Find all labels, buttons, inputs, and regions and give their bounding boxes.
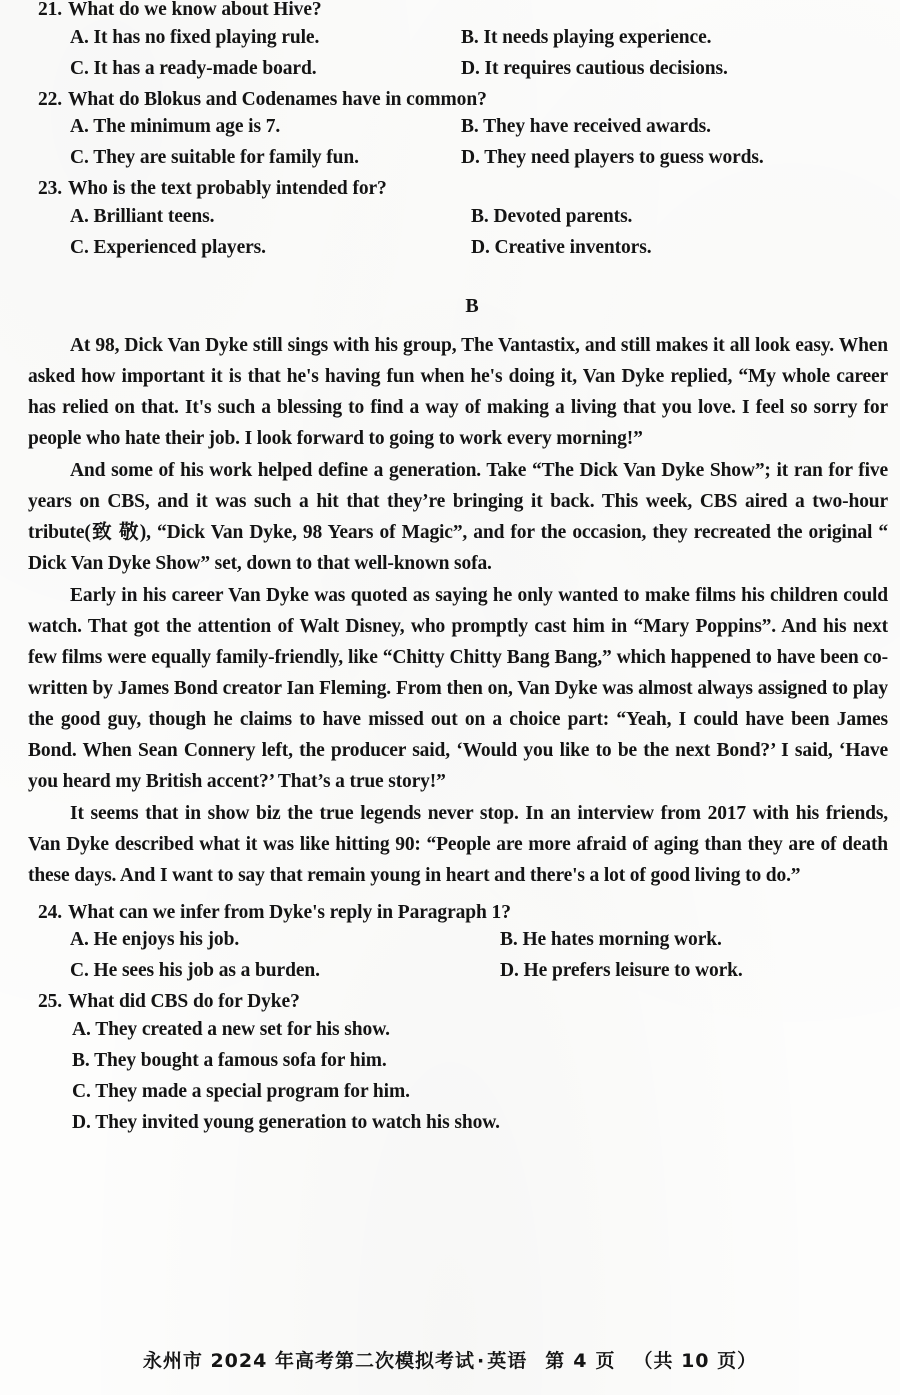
option-row-23-ab <box>28 207 888 238</box>
option-text-b: They bought a famous sofa for him. <box>94 1049 387 1071</box>
option-23-d[interactable] <box>471 238 652 258</box>
option-label-d: D. <box>471 236 490 258</box>
section-letter-b: B <box>465 294 479 317</box>
option-label-c: C. <box>72 1080 91 1102</box>
option-text-a: It has no fixed playing rule. <box>93 26 320 48</box>
question-text-25: What did CBS do for Dyke? <box>68 991 300 1012</box>
question-stem-23 <box>38 179 888 199</box>
question-text-22: What do Blokus and Codenames have in common? <box>68 88 487 110</box>
option-25-d[interactable] <box>72 1113 888 1144</box>
footer-page-number: 4 <box>573 1350 588 1372</box>
option-label-a: A. <box>70 205 89 227</box>
option-row-22-cd <box>28 148 888 179</box>
option-text-c: Experienced players. <box>93 236 266 258</box>
passage-paragraph-3: Early in his career Van Dyke was quoted as saying he only wanted to make films his children could watch. That got the attention of Walt Disney, who promptly cast him in “Mary Poppins”. And his next few films were equally family-friendly, like “Chitty Chitty Bang Bang,” which happened to have been co-written by James Bond creator Ian Fleming. From then on, Van Dyke was almost always assigned to play the good guy, though he claims to have missed out on a choice part: “Yeah, I could have been James Bond. When Sean Connery left, the producer said, ‘Would you like to be the next Bond?’ I said, ‘Have you heard my British accent?’ That’s a true story!” <box>28 584 888 792</box>
option-label-b: B. <box>471 205 489 227</box>
option-label-b: B. <box>461 26 479 48</box>
option-row-21-cd <box>28 59 888 90</box>
option-label-b: B. <box>461 116 479 137</box>
footer-page-unit: 页 <box>595 1350 616 1372</box>
option-label-c: C. <box>70 236 89 258</box>
passage-paragraph-4: It seems that in show biz the true legends never stop. In an interview from 2017 with his friends, Van Dyke described what it was like hitting 90: “People are more afraid of aging than they are of death these days. And I want to say that remain young in heart and there's a lot of good living to do.” <box>28 802 888 886</box>
page-content <box>28 0 888 1144</box>
option-label-c: C. <box>70 57 89 79</box>
footer-total-pages: （共 10 页） <box>633 1350 758 1372</box>
option-25-a[interactable] <box>72 1020 888 1051</box>
question-stem-24 <box>38 903 888 923</box>
option-label-d: D. <box>461 57 480 79</box>
option-label-a: A. <box>70 929 89 950</box>
option-24-d[interactable] <box>500 961 743 981</box>
question-text-23: Who is the text probably intended for? <box>68 178 387 199</box>
option-text-b: They have received awards. <box>483 116 711 137</box>
option-row-23-cd <box>28 238 888 269</box>
option-21-a[interactable] <box>70 28 319 48</box>
footer-exam-title: 永州市 2024 年高考第二次模拟考试 <box>142 1350 475 1372</box>
footer-page-prefix: 第 <box>545 1350 566 1372</box>
option-text-b: It needs playing experience. <box>483 26 712 48</box>
option-label-a: A. <box>70 116 89 137</box>
option-text-d: Creative inventors. <box>494 236 652 258</box>
option-23-c[interactable] <box>70 238 266 258</box>
page-footer <box>0 1346 900 1373</box>
option-text-b: He hates morning work. <box>522 929 722 950</box>
option-stack-25 <box>72 1020 888 1144</box>
option-text-a: They created a new set for his show. <box>95 1018 390 1040</box>
footer-subject: 英语 <box>487 1350 528 1372</box>
option-24-b[interactable] <box>500 930 722 950</box>
option-row-21-ab <box>28 28 888 59</box>
option-label-d: D. <box>500 960 519 981</box>
option-label-a: A. <box>72 1018 91 1040</box>
option-text-d: He prefers leisure to work. <box>523 960 743 981</box>
footer-separator: · <box>476 1350 486 1372</box>
option-23-a[interactable] <box>70 207 214 227</box>
option-text-b: Devoted parents. <box>493 205 633 227</box>
option-text-a: He enjoys his job. <box>93 929 240 950</box>
option-text-c: They made a special program for him. <box>95 1080 410 1102</box>
option-22-c[interactable] <box>70 148 359 168</box>
option-22-b[interactable] <box>461 117 711 137</box>
option-text-d: They invited young generation to watch his show. <box>95 1111 500 1133</box>
option-label-d: D. <box>461 147 480 168</box>
passage-paragraph-2: And some of his work helped define a generation. Take “The Dick Van Dyke Show”; it ran for five years on CBS, and it was such a hit that they’re bringing it back. This week, CBS aired a two-hour tribute(致 敬), “Dick Van Dyke, 98 Years of Magic”, and for the occasion, they recreated the original “ Dick Van Dyke Show” set, down to that well-known sofa. <box>28 459 888 574</box>
option-text-c: He sees his job as a burden. <box>93 960 320 981</box>
option-text-c: It has a ready-made board. <box>93 57 317 79</box>
question-number-25: 25. <box>38 991 63 1012</box>
question-text-21: What do we know about Hive? <box>68 0 322 20</box>
question-stem-22 <box>38 90 888 110</box>
option-22-d[interactable] <box>461 148 764 168</box>
question-stem-25 <box>38 992 888 1012</box>
option-21-d[interactable] <box>461 59 728 79</box>
option-row-24-ab <box>28 930 888 961</box>
option-label-a: A. <box>70 26 89 48</box>
option-label-c: C. <box>70 147 89 168</box>
option-22-a[interactable] <box>70 117 280 137</box>
question-number-22: 22. <box>38 88 63 110</box>
question-number-24: 24. <box>38 901 63 923</box>
option-21-b[interactable] <box>461 28 711 48</box>
option-label-d: D. <box>72 1111 91 1133</box>
option-21-c[interactable] <box>70 59 316 79</box>
option-text-c: They are suitable for family fun. <box>93 147 359 168</box>
option-23-b[interactable] <box>471 207 632 227</box>
question-text-24: What can we infer from Dyke's reply in Paragraph 1? <box>68 901 511 923</box>
option-text-a: Brilliant teens. <box>93 205 215 227</box>
option-row-24-cd <box>28 961 888 992</box>
option-25-b[interactable] <box>72 1051 888 1082</box>
option-label-c: C. <box>70 960 89 981</box>
option-label-b: B. <box>500 929 518 950</box>
question-stem-21 <box>38 0 888 20</box>
option-text-d: It requires cautious decisions. <box>484 57 728 79</box>
option-text-d: They need players to guess words. <box>484 147 764 168</box>
option-text-a: The minimum age is 7. <box>93 116 281 137</box>
question-number-21: 21. <box>38 0 63 20</box>
option-24-a[interactable] <box>70 930 239 950</box>
option-24-c[interactable] <box>70 961 320 981</box>
passage-paragraph-1: At 98, Dick Van Dyke still sings with his group, The Vantastix, and still makes it all look easy. When asked how important it is that he's having fun when he's doing it, Van Dyke replied, “My whole career has relied on that. It's such a blessing to find a way of making a living that you love. I feel so sorry for people who hate their job. I look forward to going to work every morning!” <box>28 334 888 449</box>
question-number-23: 23. <box>38 178 63 199</box>
option-row-22-ab <box>28 117 888 148</box>
option-label-b: B. <box>72 1049 90 1071</box>
option-25-c[interactable] <box>72 1082 888 1113</box>
